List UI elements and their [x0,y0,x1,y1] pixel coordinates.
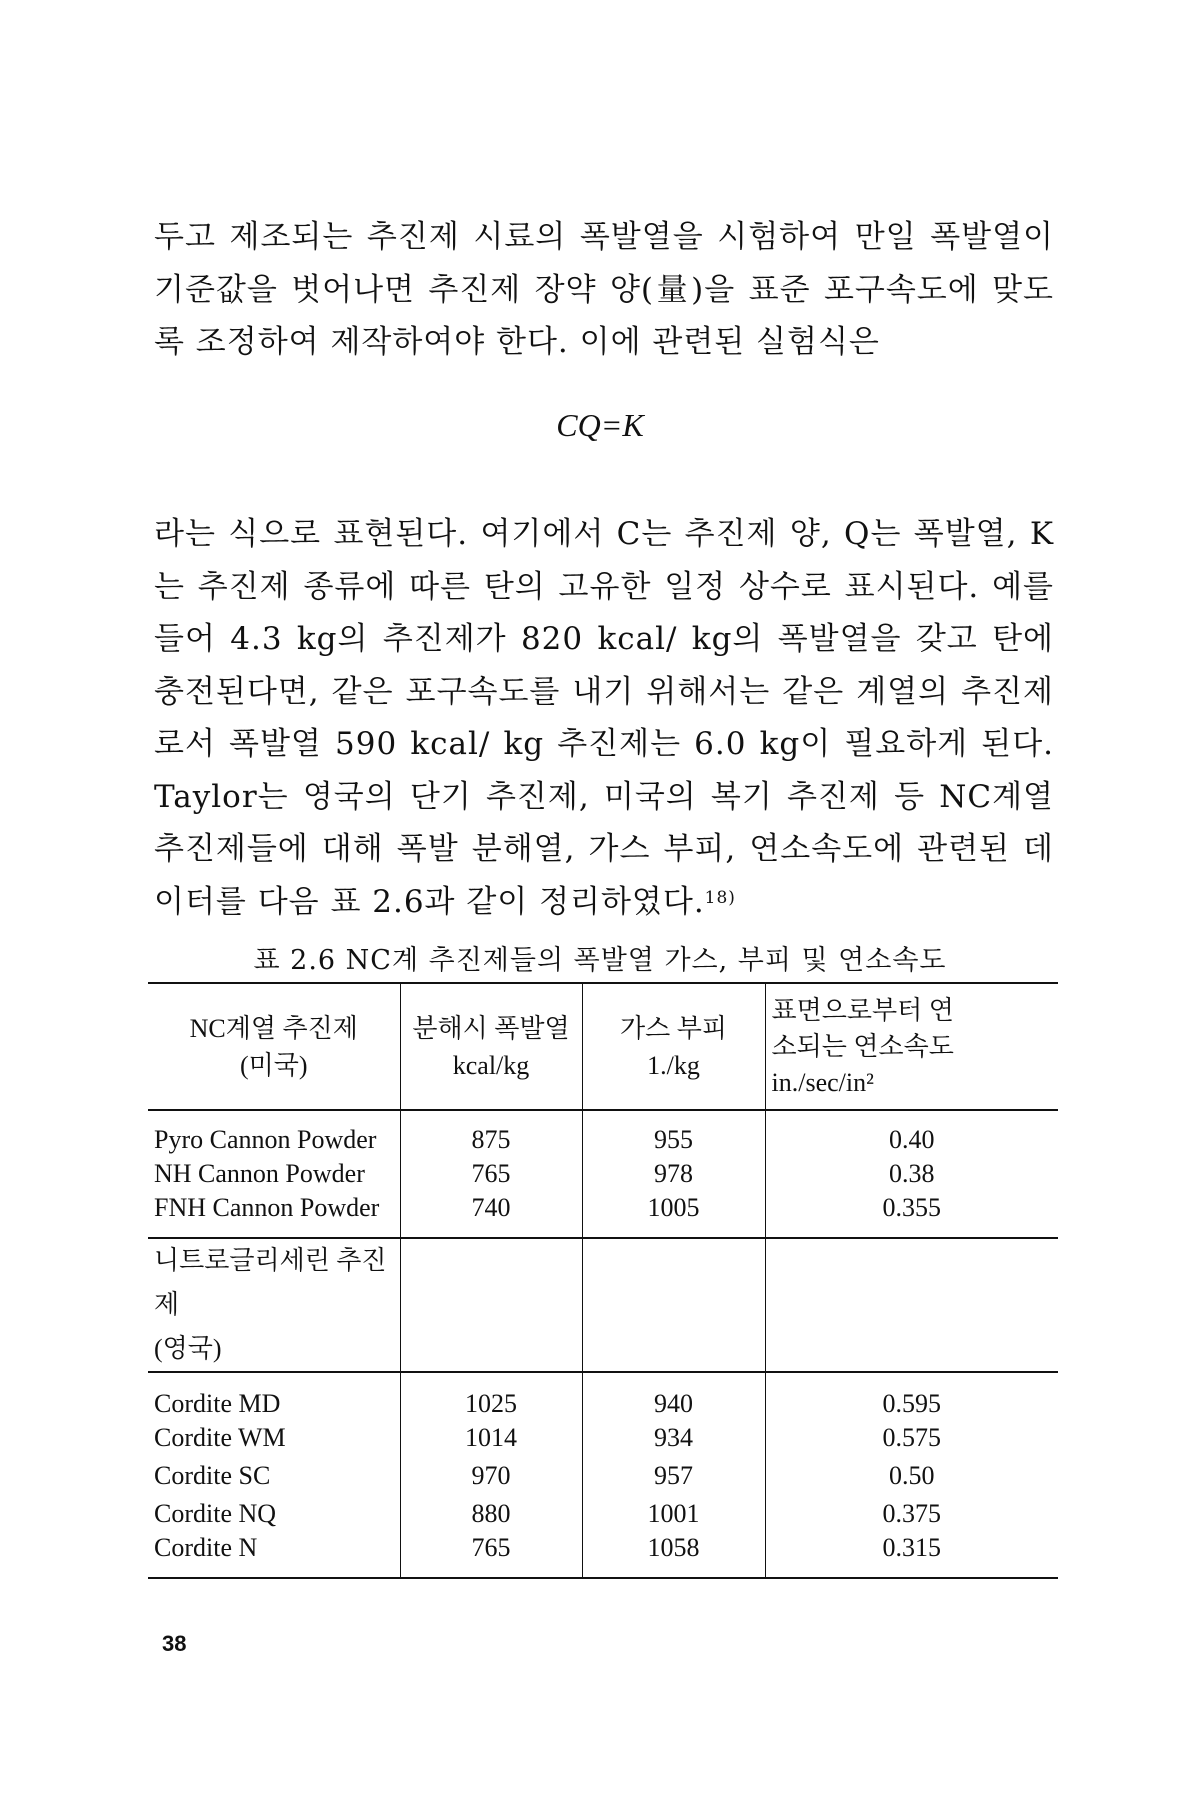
header-gas-volume [582,983,765,1110]
rate-value: 0.355 [882,1193,941,1222]
gas-value: 1058 [582,1533,765,1578]
heat-value: 1014 [400,1419,582,1457]
header-burn-rate [765,983,1058,1110]
propellant-name: Cordite N [148,1533,400,1578]
header-heat [400,983,582,1110]
page-number: 38 [162,1631,187,1656]
empty-cell [400,1238,582,1372]
header-propellant-text: NC계열 추진제 (미국) [189,1013,358,1080]
heat-value: 970 [400,1457,582,1495]
propellant-name: Cordite WM [148,1419,400,1457]
propellant-name: Cordite MD [148,1372,400,1419]
uk-propellants-subheader [148,1238,1058,1372]
gas-value: 934 [582,1419,765,1457]
rate-value: 0.315 [882,1533,941,1562]
uk-group-label-text: 니트로글리세린 추진제 (영국) [154,1246,387,1363]
table-subheader-row [148,1238,1058,1372]
footnote-ref: 18) [704,887,736,908]
rate-value: 0.375 [882,1499,941,1528]
heat-value: 1025 [400,1372,582,1419]
paragraph-2 [154,508,1054,928]
propellant-name: Pyro Cannon Powder [148,1110,400,1155]
rate-value: 0.50 [889,1461,935,1490]
gas-value: 940 [582,1372,765,1419]
header-propellant [148,983,400,1110]
header-heat-text: 분해시 폭발열 kcal/kg [412,1013,570,1080]
heat-value: 875 [400,1110,582,1155]
propellant-name: FNH Cannon Powder [148,1193,400,1238]
table-header-row [148,983,1058,1110]
header-burn-rate-text: 표면으로부터 연 소되는 연소속도 in./sec/in² [771,995,954,1097]
empty-cell [582,1238,765,1372]
table-row [148,1533,1058,1578]
rate-value: 0.40 [889,1125,935,1154]
propellant-name: NH Cannon Powder [148,1155,400,1193]
heat-value: 740 [400,1193,582,1238]
uk-group-label [148,1238,400,1372]
paragraph-2-text: 라는 식으로 표현된다. 여기에서 C는 추진제 양, Q는 폭발열, K는 추진제 종류에 따른 탄의 고유한 일정 상수로 표시된다. 예를 들어 4.3 kg의 추진제가 820 kcal/ kg의 폭발열을 갖고 탄에 충전된다면, 같은 포구속도를 내기 위해서는 같은 계열의 추진제로서 폭발열 590 kcal/ kg 추진제는 6.0 kg이 필요하게 된다. Taylor는 영국의 단기 추진제, 미국의 복기 추진제 등 NC계열 추진제들에 대해 폭발 분해열, 가스 부피, 연소속도에 관련된 데이터를 다음 표 2.6과 같이 정리하였다. [154,516,1054,920]
table-row [148,1110,1058,1155]
header-gas-volume-text: 가스 부피 1./kg [620,1013,727,1080]
table-row [148,1155,1058,1193]
propellant-table [148,982,1058,1579]
table-row [148,1419,1058,1457]
uk-propellants-group [148,1372,1058,1578]
gas-value: 955 [582,1110,765,1155]
heat-value: 880 [400,1495,582,1533]
heat-value: 765 [400,1533,582,1578]
propellant-name: Cordite SC [148,1457,400,1495]
formula: CQ=K [556,407,644,443]
empty-cell [765,1238,1058,1372]
rate-value: 0.38 [889,1159,935,1188]
paragraph-1: 두고 제조되는 추진제 시료의 폭발열을 시험하여 만일 폭발열이 기준값을 벗어나면 추진제 장약 양(量)을 표준 포구속도에 맞도록 조정하여 제작하여야 한다. 이에 관련된 실험식은 [154,219,1054,360]
rate-value: 0.595 [882,1389,941,1418]
table-row [148,1495,1058,1533]
table-row [148,1457,1058,1495]
gas-value: 978 [582,1155,765,1193]
gas-value: 1005 [582,1193,765,1238]
table-caption: 표 2.6 NC계 추진제들의 폭발열 가스, 부피 및 연소속도 [253,945,947,976]
table-row [148,1193,1058,1238]
rate-value: 0.575 [882,1423,941,1452]
gas-value: 957 [582,1457,765,1495]
table-row [148,1372,1058,1419]
heat-value: 765 [400,1155,582,1193]
propellant-name: Cordite NQ [148,1495,400,1533]
us-propellants-group [148,1110,1058,1238]
gas-value: 1001 [582,1495,765,1533]
